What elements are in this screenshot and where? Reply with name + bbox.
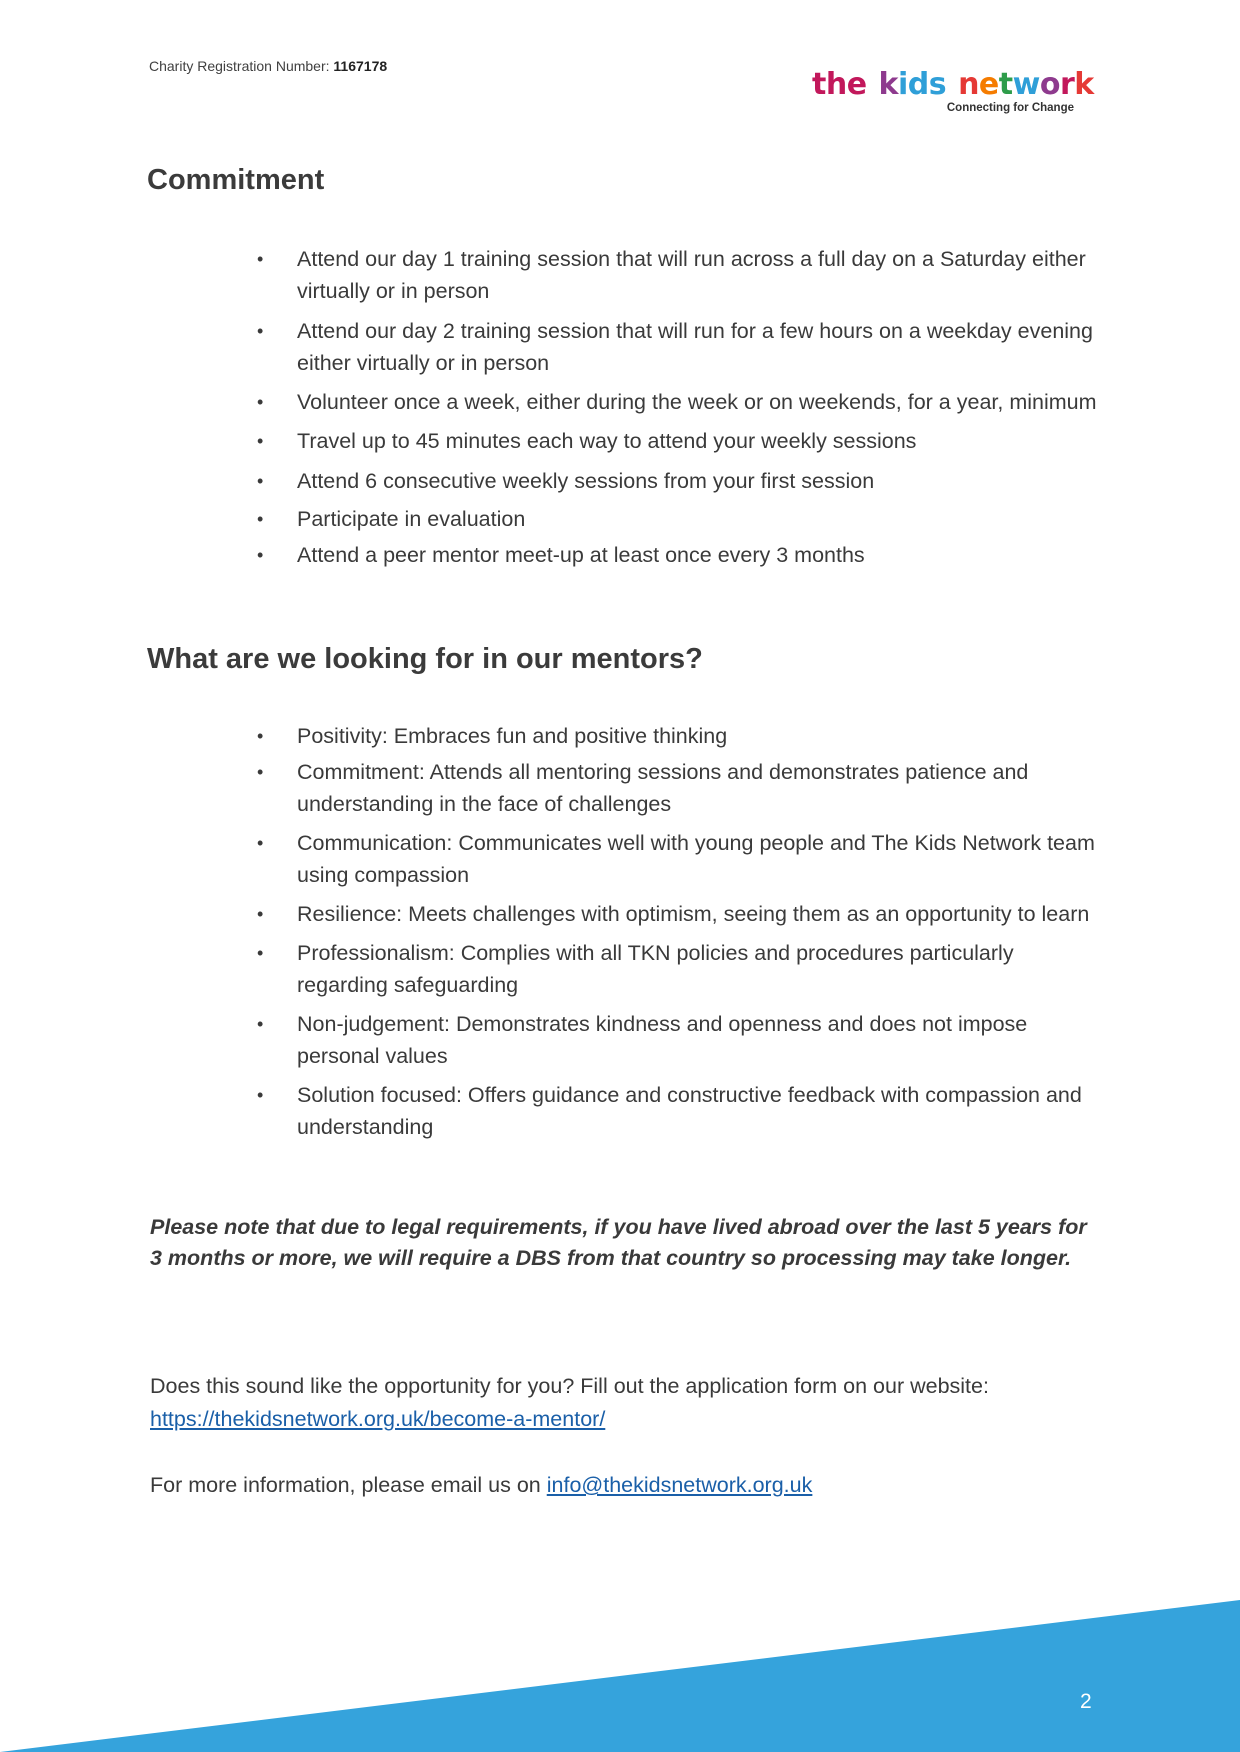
list-item: • Non-judgement: Demonstrates kindness and openness and does not impose personal values [257,1008,1097,1072]
mentor-qualities-list [257,720,1097,1143]
commitment-list [257,243,1097,571]
mentor-qualities-heading: What are we looking for in our mentors? [147,643,703,675]
logo-letter: r [1059,67,1075,102]
logo-letter: n [958,67,979,102]
list-item: • Attend a peer mentor meet-up at least once every 3 months [257,539,1097,571]
charity-registration [149,58,387,74]
list-item: • Positivity: Embraces fun and positive thinking [257,720,1097,752]
logo-letter [867,67,877,102]
logo-letter: s [928,67,947,102]
list-item: • Commitment: Attends all mentoring sessions and demonstrates patience and understanding in the face of challenges [257,756,1097,820]
contact-paragraph [150,1469,1110,1502]
logo-letter: k [878,67,898,102]
list-item: • Resilience: Meets challenges with optimism, seeing them as an opportunity to learn [257,898,1097,930]
list-item: • Attend our day 2 training session that will run for a few hours on a weekday evening either virtually or in person [257,315,1097,379]
logo-letter: o [1039,67,1060,102]
list-item: • Professionalism: Complies with all TKN policies and procedures particularly regarding safeguarding [257,937,1097,1001]
logo-wordmark [812,67,1094,102]
kids-network-logo [812,67,1094,120]
registration-number: 1167178 [333,58,388,74]
list-item: • Volunteer once a week, either during the week or on weekends, for a year, minimum [257,386,1097,418]
list-item: • Participate in evaluation [257,503,1097,535]
logo-letter: i [897,67,908,102]
footer-band-shape [0,1600,1240,1752]
logo-letter: h [825,67,847,102]
logo-letter: e [846,67,867,102]
email-link[interactable]: info@thekidsnetwork.org.uk [546,1473,813,1497]
registration-label: Charity Registration Number: [149,58,330,74]
footer-band [0,1596,1240,1752]
legal-note: Please note that due to legal requirements, if you have lived abroad over the last 5 years for 3 months or more, we will require a DBS from that country so processing may take longer. [150,1215,1087,1270]
logo-letter: t [998,67,1013,102]
list-item: • Communication: Communicates well with young people and The Kids Network team using compassion [257,827,1097,891]
commitment-heading: Commitment [147,164,325,196]
logo-letter: d [907,67,929,102]
logo-letter: t [812,67,826,102]
apply-text: Does this sound like the opportunity for you? Fill out the application form on our website: [150,1374,989,1398]
list-item: • Attend 6 consecutive weekly sessions from your first session [257,465,1097,497]
list-item: • Travel up to 45 minutes each way to attend your weekly sessions [257,425,1097,457]
logo-letter: w [1012,67,1040,102]
logo-letter: k [1074,67,1094,102]
become-mentor-link[interactable]: https://thekidsnetwork.org.uk/become-a-mentor/ [150,1407,606,1431]
logo-letter: e [978,67,999,102]
page-number: 2 [1080,1690,1092,1713]
list-item: • Attend our day 1 training session that will run across a full day on a Saturday either virtually or in person [257,243,1097,307]
contact-text: For more information, please email us on [150,1473,547,1497]
logo-tagline: Connecting for Change [946,102,1074,114]
apply-paragraph [150,1370,1110,1436]
logo-letter [946,67,956,102]
list-item: • Solution focused: Offers guidance and constructive feedback with compassion and understanding [257,1079,1097,1143]
